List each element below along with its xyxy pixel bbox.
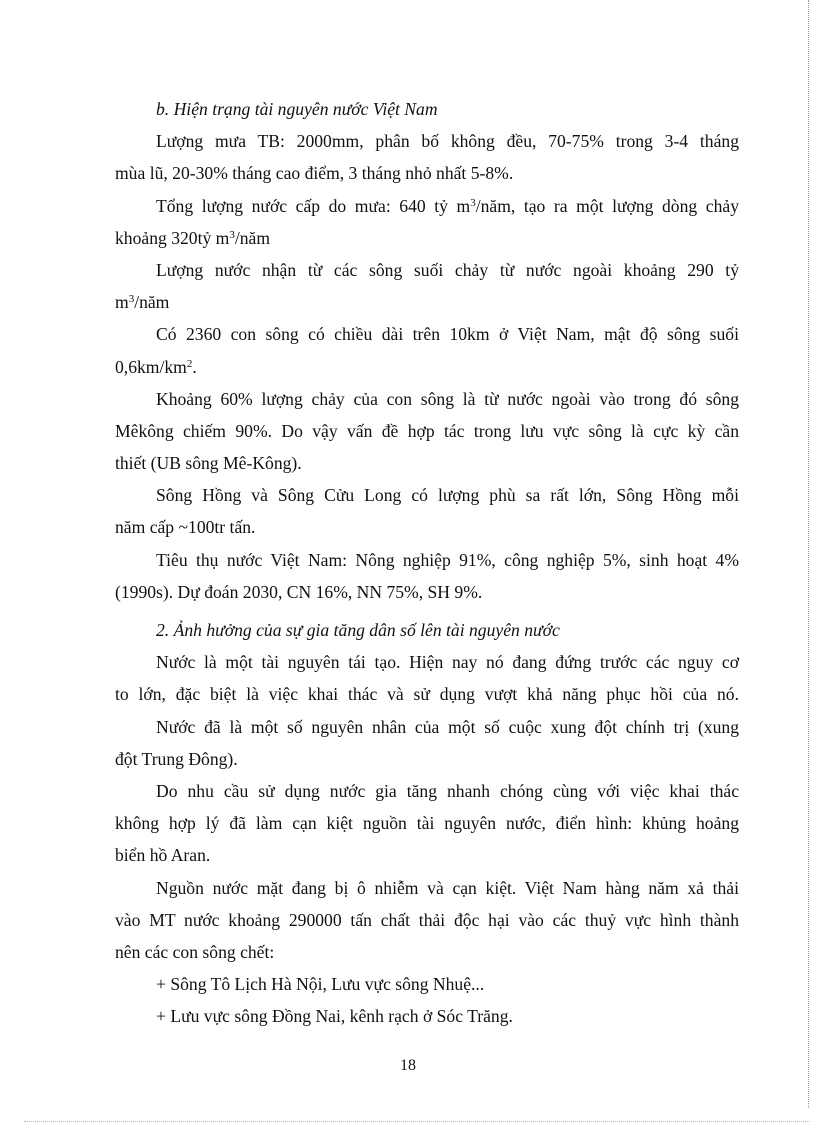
text-run: /năm — [234, 227, 271, 248]
paragraph-line: vào MT nước khoảng 290000 tấn chất thải độc hại vào các thuỷ vực hình thành — [115, 909, 739, 930]
section-heading-2: 2. Ảnh hưởng của sự gia tăng dân số lên tài nguyên nước — [156, 620, 560, 640]
superscript: 2 — [186, 357, 193, 370]
paragraph-line: đột Trung Đông). — [115, 748, 238, 769]
superscript: 3 — [470, 196, 476, 209]
paragraph-mekong — [115, 383, 739, 480]
paragraph-line: Tiêu thụ nước Việt Nam: Nông nghiệp 91%, công nghiệp 5%, sinh hoạt 4% — [156, 549, 739, 570]
paragraph-line: Nguồn nước mặt đang bị ô nhiễm và cạn kiệt. Việt Nam hàng năm xả thải — [156, 877, 739, 898]
paragraph-line: biển hồ Aran. — [115, 845, 211, 866]
text-run: /năm — [134, 292, 170, 313]
paragraph-rainfall — [115, 125, 739, 189]
paragraph-line: Nước đã là một số nguyên nhân của một số cuộc xung đột chính trị (xung — [156, 716, 739, 737]
page-border-bottom — [24, 1121, 810, 1122]
text-run: /năm, tạo ra một lượng dòng chảy — [475, 195, 739, 216]
paragraph-line: to lớn, đặc biệt là việc khai thác và sử dụng vượt khả năng phục hồi của nó. — [115, 684, 739, 705]
text-run: m — [115, 292, 129, 313]
paragraph-river-count — [115, 318, 739, 382]
paragraph-line: (1990s). Dự đoán 2030, CN 16%, NN 75%, SH 9%. — [115, 581, 483, 602]
paragraph-line: Lượng nước nhận từ các sông suối chảy từ nước ngoài khoảng 290 tỷ — [156, 259, 739, 280]
paragraph-line: mùa lũ, 20-30% tháng cao điểm, 3 tháng nhỏ nhất 5-8%. — [115, 163, 514, 184]
paragraph-line — [115, 222, 739, 254]
document-body — [115, 93, 739, 1032]
text-run: . — [192, 356, 197, 377]
text-run: khoảng 320tỷ m — [115, 227, 230, 248]
paragraph-line: không hợp lý đã làm cạn kiệt nguồn tài nguyên nước, điển hình: khủng hoảng — [115, 813, 739, 834]
paragraph-line — [115, 286, 739, 318]
paragraph-line: Sông Hồng và Sông Cửu Long có lượng phù sa rất lớn, Sông Hồng mỗi — [156, 485, 739, 506]
section-heading-b: b. Hiện trạng tài nguyên nước Việt Nam — [156, 99, 438, 119]
paragraph-line: nên các con sông chết: — [115, 941, 275, 962]
bullet-list — [115, 968, 739, 1032]
superscript: 3 — [128, 293, 135, 306]
paragraph-line — [115, 190, 739, 222]
page-border-right — [808, 0, 809, 1108]
paragraph-line: Lượng mưa TB: 2000mm, phân bố không đều, 70-75% trong 3-4 tháng — [156, 131, 739, 152]
paragraph-foreign-inflow — [115, 254, 739, 318]
paragraph-line: Mêkông chiếm 90%. Do vậy vấn đề hợp tác trong lưu vực sông là cực kỳ cần — [115, 420, 739, 441]
paragraph-pollution — [115, 872, 739, 969]
paragraph-line: năm cấp ~100tr tấn. — [115, 517, 256, 538]
paragraph-total-water — [115, 190, 739, 254]
paragraph-line: Khoảng 60% lượng chảy của con sông là từ nước ngoài vào trong đó sông — [156, 388, 739, 409]
paragraph-depletion — [115, 775, 739, 872]
paragraph-line: Nước là một tài nguyên tái tạo. Hiện nay nó đang đứng trước các nguy cơ — [156, 652, 739, 673]
list-item: + Lưu vực sông Đồng Nai, kênh rạch ở Sóc Trăng. — [156, 1006, 513, 1027]
text-run: Tổng lượng nước cấp do mưa: 640 tỷ m — [156, 195, 471, 216]
paragraph-consumption — [115, 544, 739, 608]
paragraph-line: thiết (UB sông Mê-Kông). — [115, 453, 302, 474]
paragraph-line — [115, 351, 739, 383]
text-run: 0,6km/km — [115, 356, 187, 377]
paragraph-conflict — [115, 711, 739, 775]
paragraph-sediment — [115, 479, 739, 543]
list-item: + Sông Tô Lịch Hà Nội, Lưu vực sông Nhuệ... — [156, 974, 485, 995]
paragraph-line: Có 2360 con sông có chiều dài trên 10km ở Việt Nam, mật độ sông suối — [156, 324, 739, 345]
paragraph-line: Do nhu cầu sử dụng nước gia tăng nhanh chóng cùng với việc khai thác — [156, 780, 739, 801]
paragraph-renewable — [115, 646, 739, 710]
page-number: 18 — [400, 1057, 416, 1074]
superscript: 3 — [229, 228, 235, 241]
